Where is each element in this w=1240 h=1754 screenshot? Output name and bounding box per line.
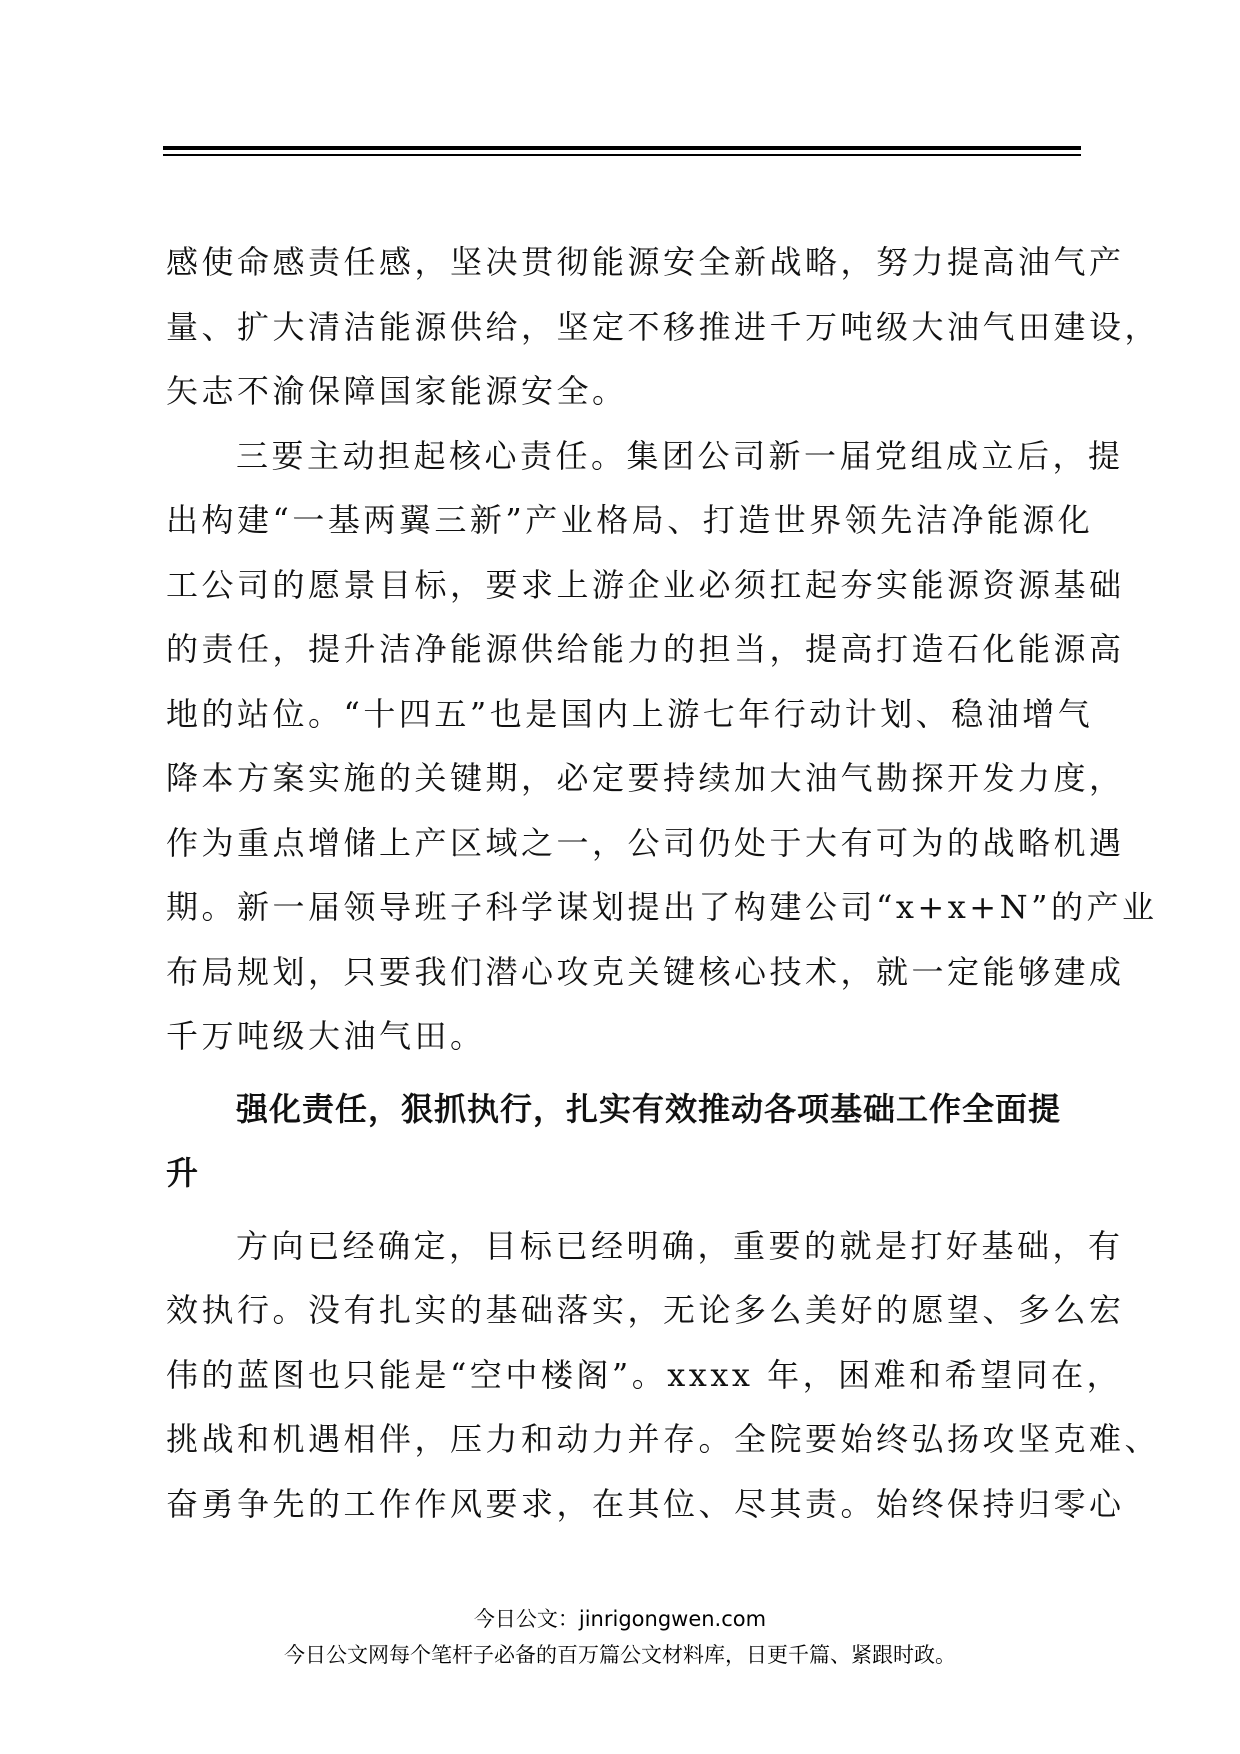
text-line: 矢志不渝保障国家能源安全。: [166, 372, 628, 410]
header-rule-thin: [163, 154, 1081, 156]
text-line: 出构建“一基两翼三新”产业格局、打造世界领先洁净能源化: [166, 501, 1094, 539]
text-line: 效执行。没有扎实的基础落实，无论多么美好的愿望、多么宏: [166, 1291, 1125, 1329]
section-heading-continuation: 升: [166, 1154, 200, 1192]
text-line: 地的站位。“十四五”也是国内上游七年行动计划、稳油增气: [166, 694, 1094, 733]
text-line: 作为重点增储上产区域之一，公司仍处于大有可为的战略机遇: [166, 823, 1125, 862]
text-line: 挑战和机遇相伴，压力和动力并存。全院要始终弘扬攻坚克难、: [166, 1420, 1161, 1458]
text-line: 量、扩大清洁能源供给，坚定不移推进千万吨级大油气田建设，: [166, 307, 1161, 346]
text-line: 布局规划，只要我们潜心攻克关键核心技术，就一定能够建成: [166, 952, 1125, 991]
section-heading: 强化责任，狠抓执行，扎实有效推动各项基础工作全面提: [236, 1089, 1062, 1128]
text-line: 降本方案实施的关键期，必定要持续加大油气勘探开发力度，: [166, 759, 1125, 797]
text-line: 感使命感责任感，坚决贯彻能源安全新战略，努力提高油气产: [166, 243, 1125, 281]
paragraph-start-line: 三要主动担起核心责任。集团公司新一届党组成立后，提: [236, 436, 1124, 475]
text-line: 千万吨级大油气田。: [166, 1017, 486, 1055]
text-line: 期。新一届领导班子科学谋划提出了构建公司“x+x+N”的产业: [166, 888, 1158, 926]
footer-site-link[interactable]: 今日公文：jinrigongwen.com: [473, 1607, 767, 1631]
text-line: 工公司的愿景目标，要求上游企业必须扛起夯实能源资源基础: [166, 565, 1125, 604]
text-line: 伟的蓝图也只能是“空中楼阁”。xxxx 年，困难和希望同在，: [166, 1355, 1123, 1394]
footer-tagline: 今日公文网每个笔杆子必备的百万篇公文材料库，日更千篇、紧跟时政。: [284, 1643, 956, 1667]
document-body: [166, 230, 1161, 1536]
text-line: 奋勇争先的工作作风要求，在其位、尽其责。始终保持归零心: [166, 1484, 1125, 1523]
text-line: 的责任，提升洁净能源供给能力的担当，提高打造石化能源高: [166, 630, 1125, 668]
header-rule-thick: [163, 146, 1081, 150]
paragraph-start-line: 方向已经确定，目标已经明确，重要的就是打好基础，有: [236, 1226, 1124, 1265]
